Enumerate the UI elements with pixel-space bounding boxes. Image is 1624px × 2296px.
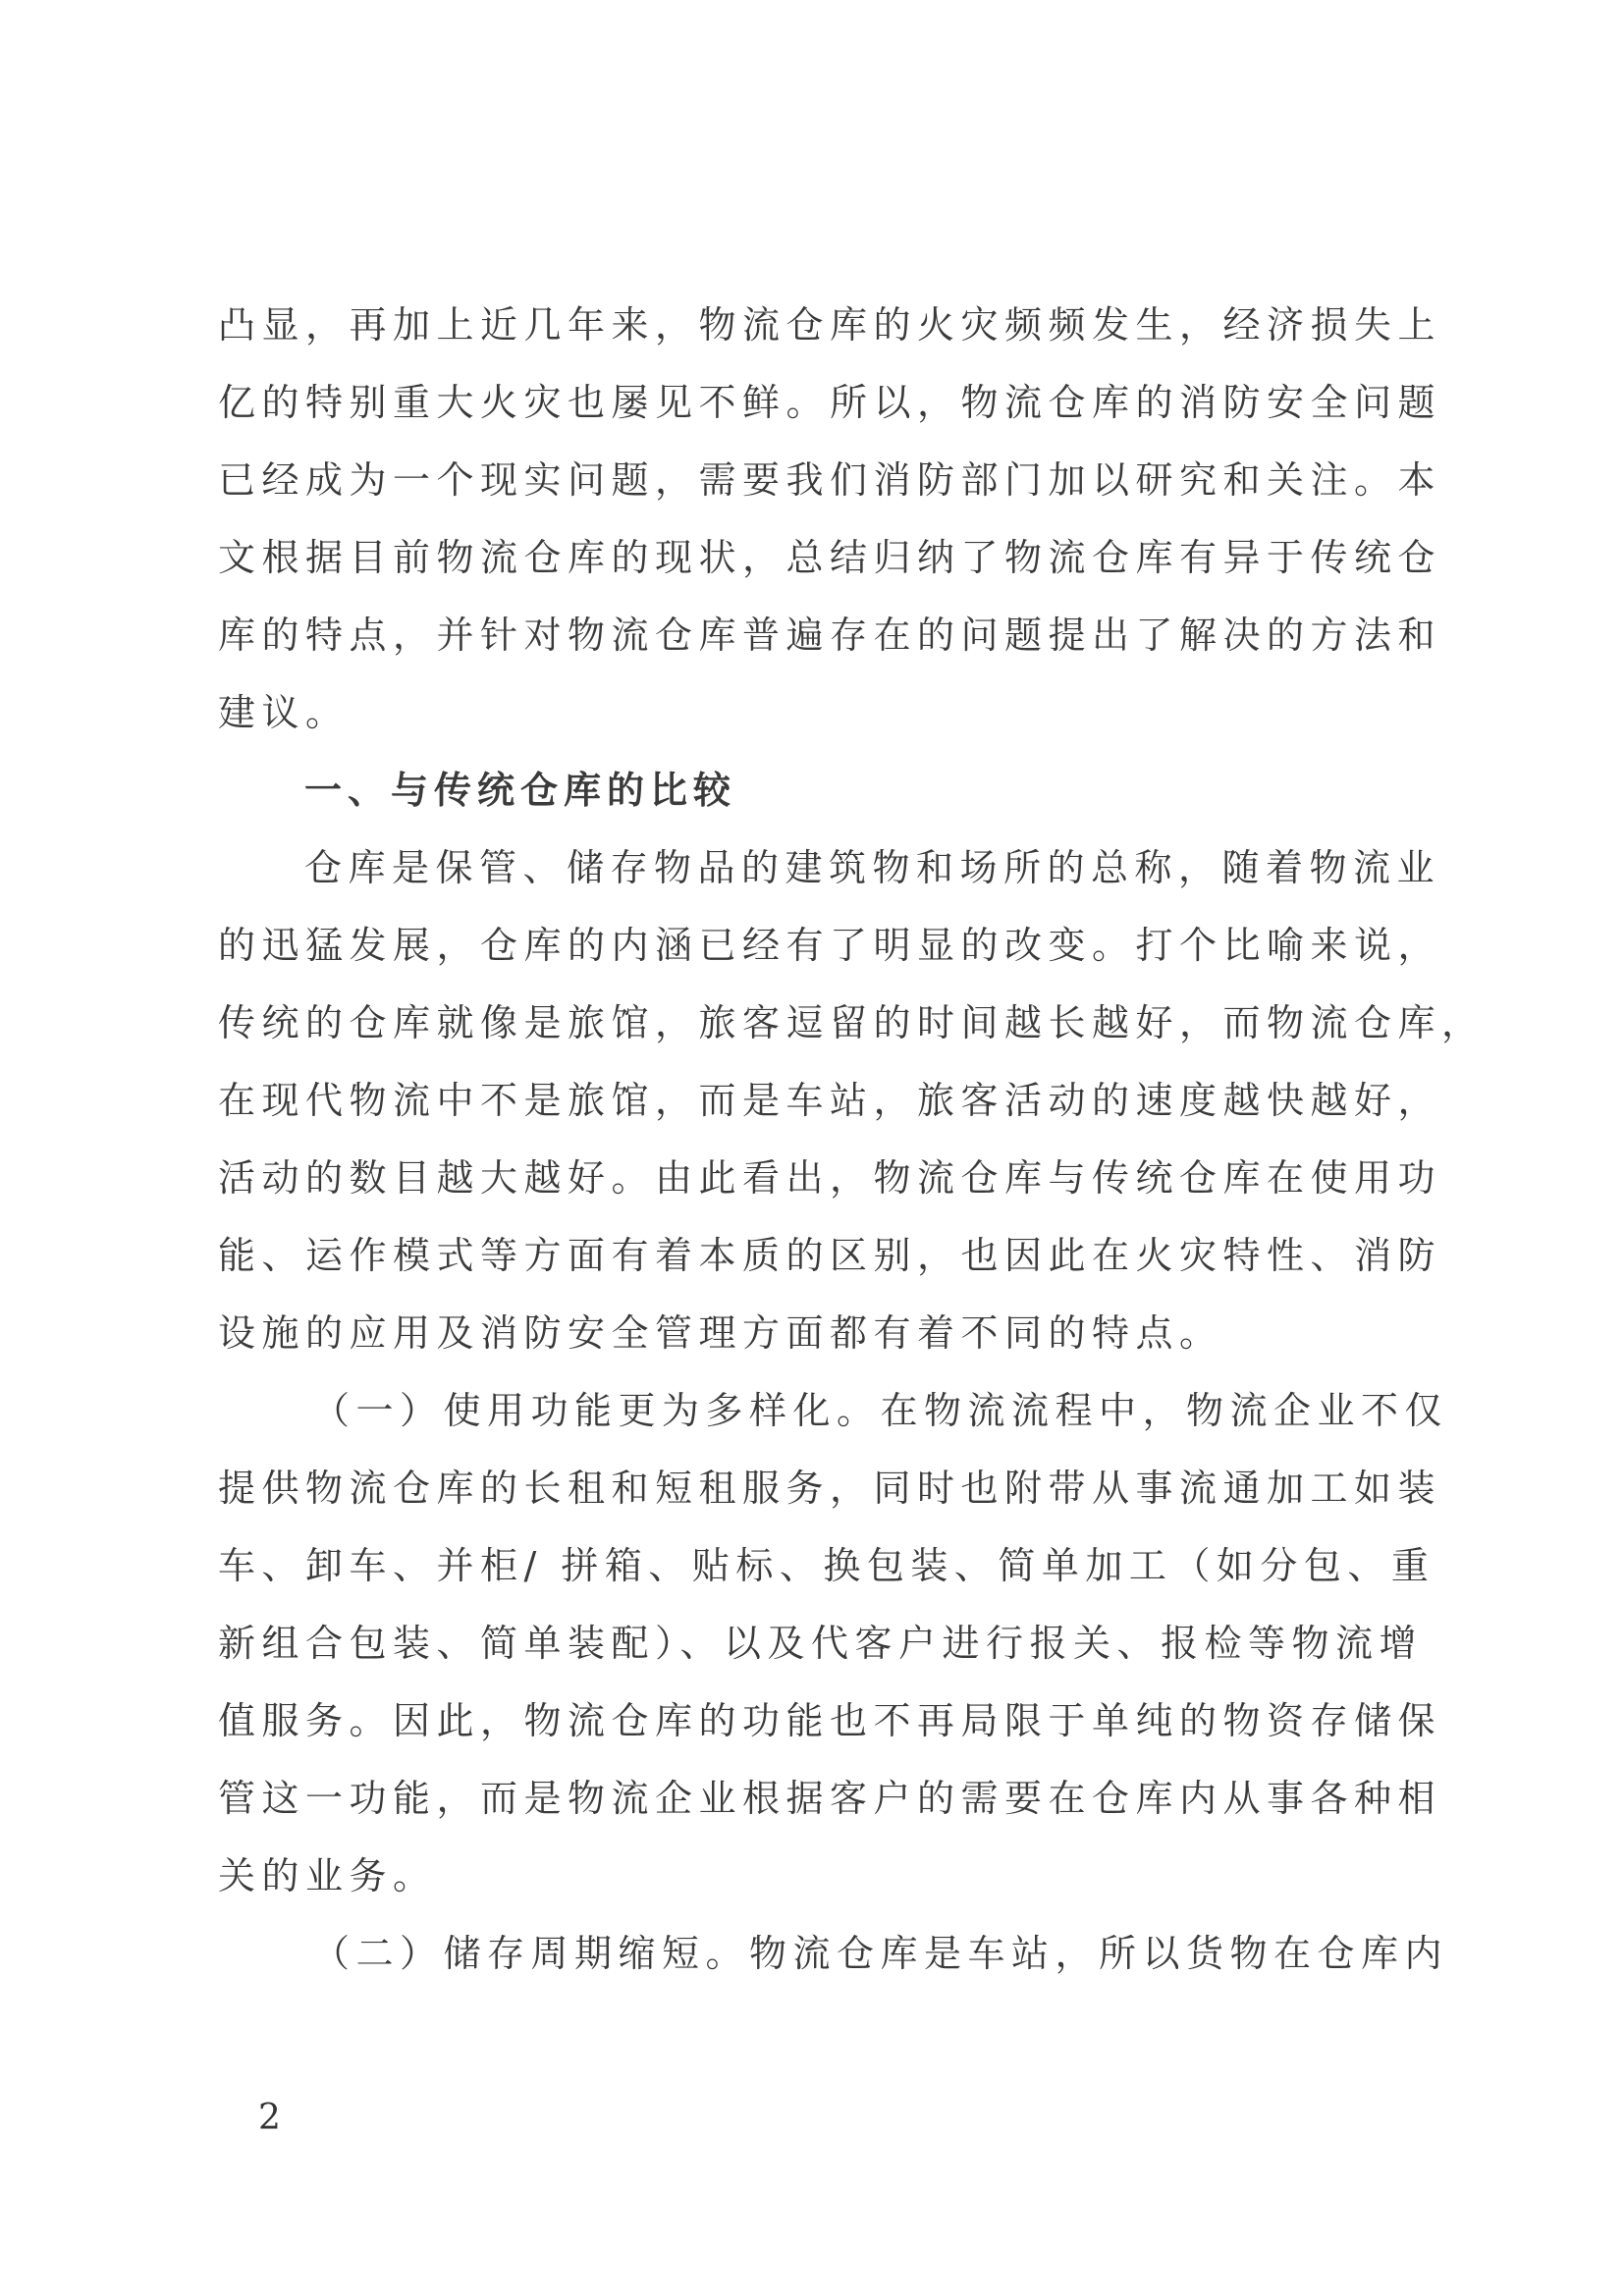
paragraph-line: 文根据目前物流仓库的现状，总结归纳了物流仓库有异于传统仓 [218,536,1442,579]
paragraph-line: 值服务。因此，物流仓库的功能也不再局限于单纯的物资存储保 [218,1699,1442,1742]
paragraph-line: 设施的应用及消防安全管理方面都有着不同的特点。 [218,1311,1223,1355]
paragraph-line: 关的业务。 [218,1854,437,1897]
subsection-line: （一）使用功能更为多样化。在物流流程中，物流企业不仅 [312,1389,1449,1432]
subsection-line: （二）储存周期缩短。物流仓库是车站，所以货物在仓库内 [312,1932,1449,1975]
paragraph-line: 管这一功能，而是物流企业根据客户的需要在仓库内从事各种相 [218,1777,1442,1820]
paragraph-line: 新组合包装、简单装配）、以及代客户进行报关、报检等物流增 [218,1622,1424,1665]
paragraph-line: 提供物流仓库的长租和短租服务，同时也附带从事流通加工如装 [218,1467,1442,1510]
paragraph-line: 亿的特别重大火灾也屡见不鲜。所以，物流仓库的消防安全问题 [218,381,1442,424]
page-number: 2 [258,2098,281,2138]
paragraph-line: 库的特点，并针对物流仓库普遍存在的问题提出了解决的方法和 [218,614,1442,657]
paragraph-line: 建议。 [218,691,350,734]
paragraph-line: 在现代物流中不是旅馆，而是车站，旅客活动的速度越快越好， [218,1079,1442,1122]
paragraph-line: 凸显，再加上近几年来，物流仓库的火灾频频发生，经济损失上 [218,303,1442,347]
paragraph-line: 传统的仓库就像是旅馆，旅客逗留的时间越长越好，而物流仓库， [218,1001,1486,1044]
paragraph-line: 仓库是保管、储存物品的建筑物和场所的总称，随着物流业 [304,846,1441,889]
paragraph-line: 活动的数目越大越好。由此看出，物流仓库与传统仓库在使用功 [218,1156,1442,1200]
paragraph-line: 已经成为一个现实问题，需要我们消防部门加以研究和关注。本 [218,458,1442,502]
paragraph-line: 能、运作模式等方面有着本质的区别，也因此在火灾特性、消防 [218,1234,1442,1277]
paragraph-line: 车、卸车、并柜/ 拼箱、贴标、换包装、简单加工（如分包、重 [218,1544,1435,1587]
paragraph-line: 的迅猛发展，仓库的内涵已经有了明显的改变。打个比喻来说， [218,924,1442,967]
section-heading: 一、与传统仓库的比较 [304,769,737,812]
